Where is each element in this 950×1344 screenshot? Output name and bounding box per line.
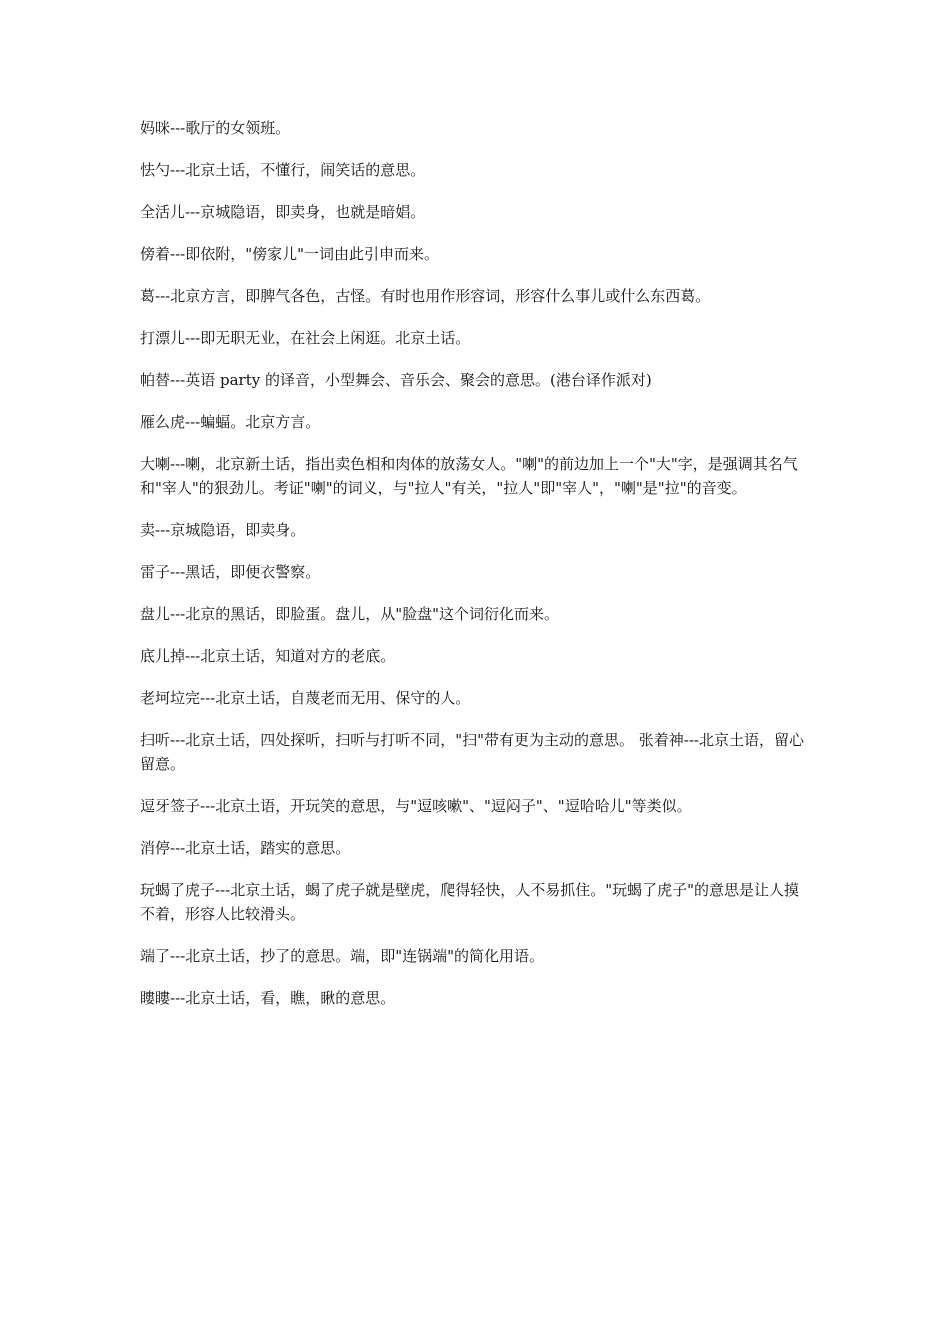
glossary-entry: 扫听---北京土话，四处探听，扫听与打听不同，"扫"带有更为主动的意思。 张着神---北京土语，留心留意。 [140, 731, 804, 773]
glossary-entry: 葛---北京方言，即脾气各色，古怪。有时也用作形容词，形容什么事儿或什么东西葛。 [140, 287, 711, 305]
glossary-entry: 雁么虎---蝙蝠。北京方言。 [140, 413, 321, 431]
glossary-entry: 大喇---喇，北京新土话，指出卖色相和肉体的放荡女人。"喇"的前边加上一个"大"字，是强调其名气和"宰人"的狠劲儿。考证"喇"的词义，与"拉人"有关，"拉人"即"宰人"，"喇"是"拉"的音变。 [140, 455, 798, 497]
glossary-list [140, 116, 812, 1028]
glossary-entry: 消停---北京土话，踏实的意思。 [140, 839, 351, 857]
glossary-entry: 玩蝎了虎子---北京土话，蝎了虎子就是壁虎，爬得轻快，人不易抓住。"玩蝎了虎子"的意思是让人摸不着，形容人比较滑头。 [140, 881, 800, 923]
glossary-entry: 卖---京城隐语，即卖身。 [140, 521, 306, 539]
glossary-entry: 端了---北京土话，抄了的意思。端，即"连锅端"的简化用语。 [140, 947, 545, 965]
glossary-entry: 妈咪---歌厅的女领班。 [140, 119, 291, 137]
glossary-entry: 怯勺---北京土话，不懂行，闹笑话的意思。 [140, 161, 426, 179]
glossary-entry: 全活儿---京城隐语，即卖身，也就是暗娼。 [140, 203, 426, 221]
glossary-entry: 帕替---英语 party 的译音，小型舞会、音乐会、聚会的意思。(港台译作派对) [140, 371, 652, 389]
glossary-entry: 逗牙签子---北京土语，开玩笑的意思，与"逗咳嗽"、"逗闷子"、"逗哈哈儿"等类似。 [140, 797, 692, 815]
glossary-entry: 盘儿---北京的黑话，即脸蛋。盘儿，从"脸盘"这个词衍化而来。 [140, 605, 560, 623]
glossary-entry: 傍着---即依附，"傍家儿"一词由此引申而来。 [140, 245, 440, 263]
glossary-entry: 打漂儿---即无职无业，在社会上闲逛。北京土话。 [140, 329, 471, 347]
glossary-entry: 底儿掉---北京土话，知道对方的老底。 [140, 647, 396, 665]
glossary-entry: 雷子---黑话，即便衣警察。 [140, 563, 321, 581]
glossary-entry: 瞜瞜---北京土话，看，瞧，瞅的意思。 [140, 989, 396, 1007]
glossary-entry: 老坷垃完---北京土话，自蔑老而无用、保守的人。 [140, 689, 471, 707]
